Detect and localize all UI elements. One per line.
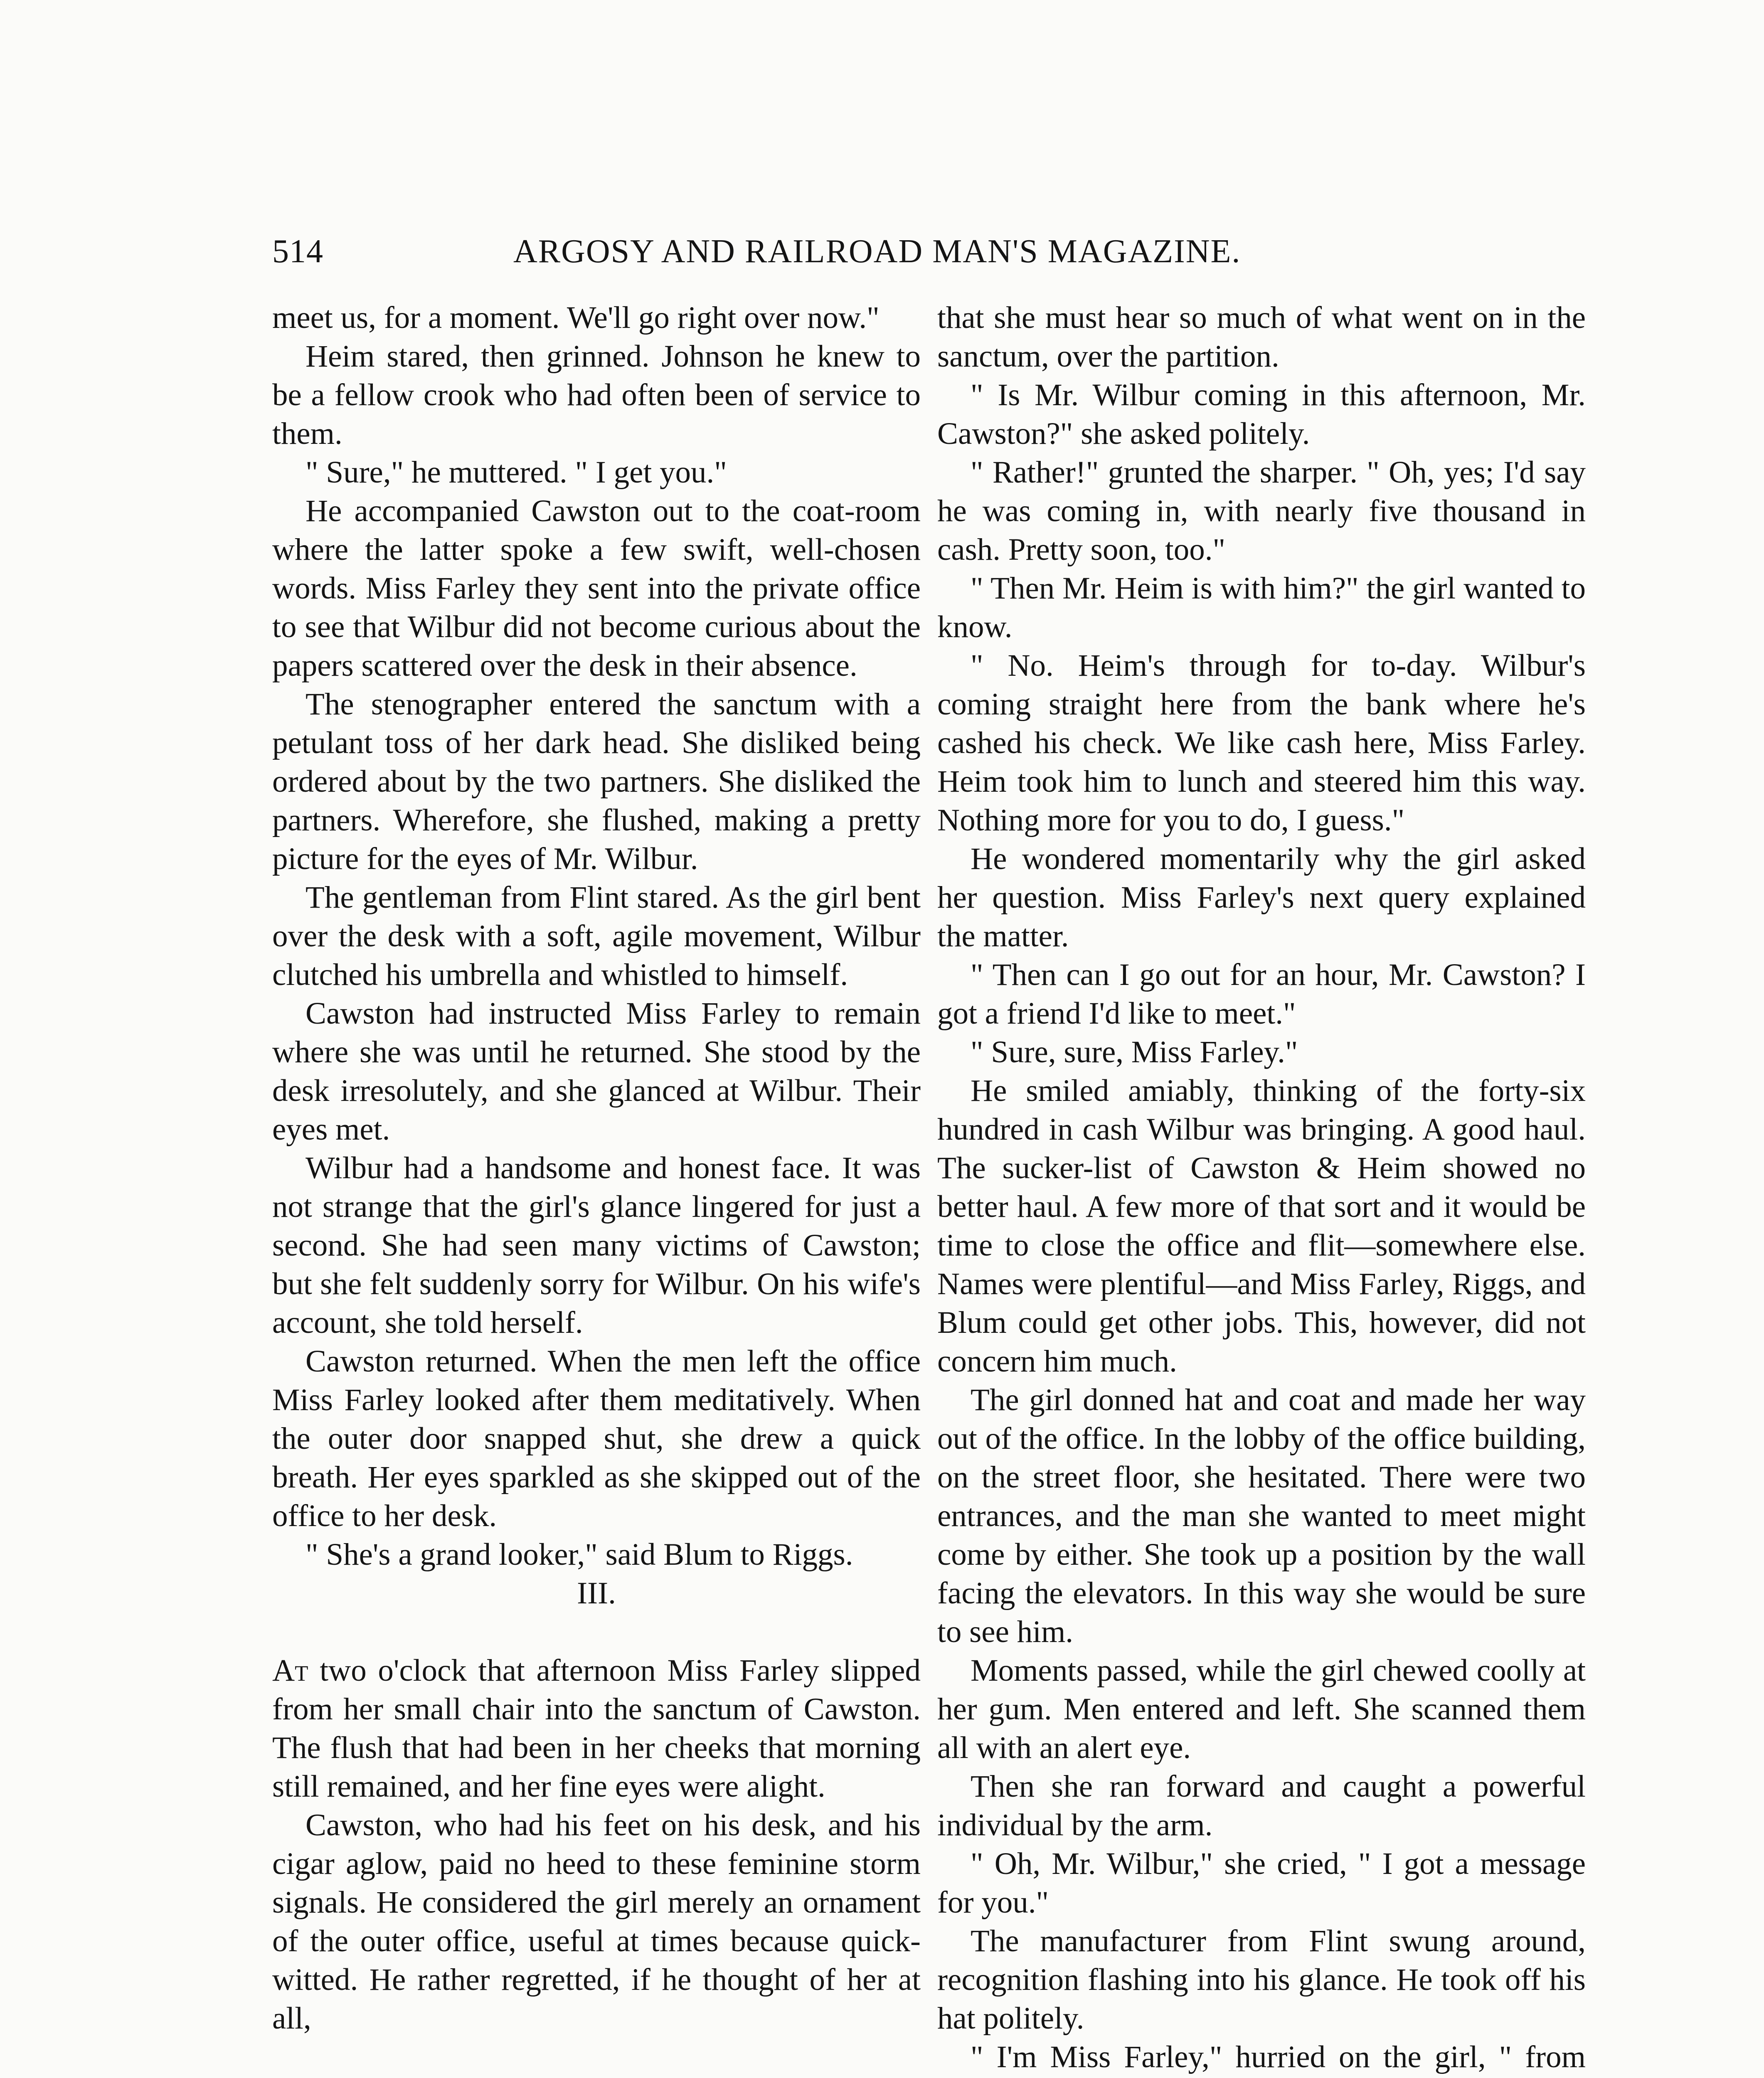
drop-word: At xyxy=(272,1653,308,1688)
paragraph: He accompanied Cawston out to the coat-room where the latter spoke a few swift, well-chosen words. Miss Farley they sent into the private office to see that Wilbur did not become curious about the papers scattered over the desk in their absence. xyxy=(272,494,921,683)
paragraph: " Sure, sure, Miss Farley." xyxy=(971,1035,1298,1069)
paragraph: " Rather!" grunted the sharper. " Oh, yes; I'd say he was coming in, with nearly five thousand in cash. Pretty soon, too." xyxy=(937,455,1586,567)
paragraph: The gentleman from Flint stared. As the girl bent over the desk with a soft, agile movement, Wilbur clutched his umbrella and whistled to himself. xyxy=(272,880,921,992)
paragraph: Cawston, who had his feet on his desk, and his cigar aglow, paid no heed to these feminine storm signals. He considered the girl merely an ornament of the outer office, useful at times because quick-witted. He rather regretted, if he thought of her at all, xyxy=(272,1808,921,2036)
paragraph: " Is Mr. Wilbur coming in this afternoon, Mr. Cawston?" she asked politely. xyxy=(937,378,1586,451)
left-column xyxy=(272,298,921,2038)
paragraph: Then she ran forward and caught a powerful individual by the arm. xyxy=(937,1769,1586,1842)
section-heading: III. xyxy=(577,1576,616,1610)
paragraph: " I'm Miss Farley," hurried on the girl, " from xyxy=(971,2040,1586,2074)
paragraph: " Sure," he muttered. " I get you." xyxy=(305,455,727,490)
paragraph: Moments passed, while the girl chewed coolly at her gum. Men entered and left. She scanned them all with an alert eye. xyxy=(937,1653,1586,1765)
paragraph: Cawston had instructed Miss Farley to remain where she was until he returned. She stood by the desk irresolutely, and she glanced at Wilbur. Their eyes met. xyxy=(272,996,921,1147)
paragraph: Wilbur had a handsome and honest face. It was not strange that the girl's glance lingered for just a second. She had seen many victims of Cawston; but she felt suddenly sorry for Wilbur. On his wife's account, she told herself. xyxy=(272,1151,921,1340)
running-header xyxy=(272,227,1345,276)
paragraph: meet us, for a moment. We'll go right over now." xyxy=(272,300,880,335)
paragraph: The manufacturer from Flint swung around, recognition flashing into his glance. He took off his hat politely. xyxy=(937,1924,1586,2036)
paragraph: that she must hear so much of what went on in the sanctum, over the partition. xyxy=(937,300,1586,374)
page-number: 514 xyxy=(272,233,323,270)
paragraph xyxy=(272,1651,921,1806)
right-column xyxy=(937,298,1586,2078)
paragraph: The stenographer entered the sanctum with a petulant toss of her dark head. She disliked being ordered about by the two partners. She disliked the partners. Wherefore, she flushed, making a pretty picture for the eyes of Mr. Wilbur. xyxy=(272,687,921,876)
paragraph: " She's a grand looker," said Blum to Riggs. xyxy=(305,1537,853,1572)
magazine-title: ARGOSY AND RAILROAD MAN'S MAGAZINE. xyxy=(513,233,1241,270)
paragraph-text: two o'clock that afternoon Miss Farley slipped from her small chair into the sanctum of Cawston. The flush that had been in her cheeks that morning still remained, and her fine eyes were alight. xyxy=(272,1653,921,1804)
paragraph: " Then can I go out for an hour, Mr. Cawston? I got a friend I'd like to meet." xyxy=(937,958,1586,1031)
paragraph: He wondered momentarily why the girl asked her question. Miss Farley's next query explained the matter. xyxy=(937,842,1586,953)
paragraph: Heim stared, then grinned. Johnson he knew to be a fellow crook who had often been of service to them. xyxy=(272,339,921,451)
paragraph: He smiled amiably, thinking of the forty-six hundred in cash Wilbur was bringing. A good haul. The sucker-list of Cawston & Heim showed no better haul. A few more of that sort and it would be time to close the office and flit—somewhere else. Names were plentiful—and Miss Farley, Riggs, and Blum could get other jobs. This, however, did not concern him much. xyxy=(937,1073,1586,1379)
paragraph: The girl donned hat and coat and made her way out of the office. In the lobby of the office building, on the street floor, she hesitated. There were two entrances, and the man she wanted to meet might come by either. She took up a position by the wall facing the elevators. In this way she would be sure to see him. xyxy=(937,1383,1586,1649)
paragraph: " No. Heim's through for to-day. Wilbur's coming straight here from the bank where he's cashed his check. We like cash here, Miss Farley. Heim took him to lunch and steered him this way. Nothing more for you to do, I guess." xyxy=(937,648,1586,837)
paragraph: " Oh, Mr. Wilbur," she cried, " I got a message for you." xyxy=(937,1847,1586,1920)
paragraph: " Then Mr. Heim is with him?" the girl wanted to know. xyxy=(937,571,1586,644)
paragraph: Cawston returned. When the men left the office Miss Farley looked after them meditatively. When the outer door snapped shut, she drew a quick breath. Her eyes sparkled as she skipped out of the office to her desk. xyxy=(272,1344,921,1533)
